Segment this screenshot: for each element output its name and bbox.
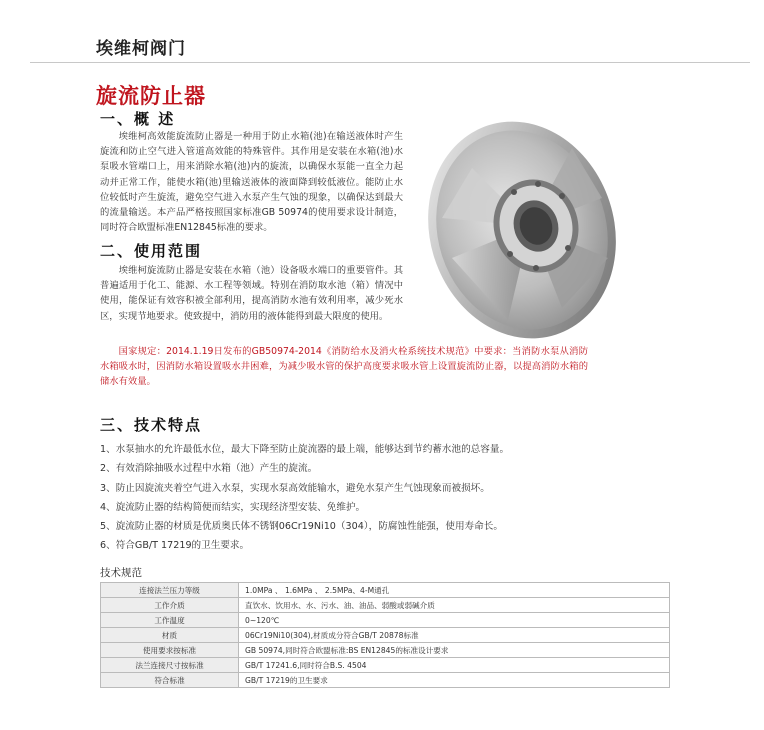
spec-key: 材质 — [101, 628, 239, 643]
regulation-text: 国家规定：2014.1.19日发布的GB50974-2014《消防给水及消火栓系统技术规范》中要求：当消防水泵从消防水箱吸水时，因消防水箱设置吸水井困难，为减少吸水管的保护高度要求吸水管上设置旋流防止器，以提高消防水箱的储水有效量。 — [100, 346, 588, 388]
feature-item: 2、有效消除抽吸水过程中水箱（池）产生的旋流。 — [100, 463, 318, 475]
spec-table — [100, 582, 670, 688]
table-row — [101, 673, 670, 688]
feature-item: 1、水泵抽水的允许最低水位，最大下降至防止旋流器的最上端，能够达到节约蓄水池的总容量。 — [100, 444, 510, 455]
table-row — [101, 598, 670, 613]
spec-key: 工作温度 — [101, 613, 239, 628]
table-row — [101, 583, 670, 598]
feature-item: 4、旋流防止器的结构简便而结实，实现经济型安装、免维护。 — [100, 501, 366, 513]
features-heading: 三、技术特点 — [100, 416, 203, 434]
feature-item: 3、防止因旋流夹着空气进入水泵，实现水泵高效能输水，避免水泵产生气蚀现象而被损坏。 — [100, 482, 490, 494]
spec-key: 符合标准 — [101, 673, 239, 688]
usage-text: 埃维柯旋流防止器是安装在水箱（池）设备吸水端口的重要管件。其普遍适用于化工、能源、水工程等领域。特别在消防取水池（箱）情况中使用，能保证有效容积被全部利用，提高消防水池有效利用率，减少死水区，实现节地要求。使致提中，消防用的液体能得到最大限度的使用。 — [100, 265, 403, 322]
table-row — [101, 613, 670, 628]
table-row — [101, 628, 670, 643]
spec-value: GB/T 17241.6,同时符合B.S. 4504 — [239, 658, 670, 673]
spec-value: GB/T 17219的卫生要求 — [239, 673, 670, 688]
spec-key: 工作介质 — [101, 598, 239, 613]
product-title: 旋流防止器 — [96, 84, 206, 108]
spec-key: 法兰连接尺寸按标准 — [101, 658, 239, 673]
feature-item: 5、旋流防止器的材质是优质奥氏体不锈钢06Cr19Ni10（304），防腐蚀性能强，使用寿命长。 — [100, 521, 503, 533]
table-row — [101, 643, 670, 658]
spec-key: 连接法兰压力等级 — [101, 583, 239, 598]
spec-value: GB 50974,同时符合欧盟标准:BS EN12845的标准设计要求 — [239, 643, 670, 658]
overview-heading: 一、概 述 — [100, 110, 176, 128]
features-list — [100, 440, 509, 556]
spec-value: 0~120℃ — [239, 613, 670, 628]
spec-value: 06Cr19Ni10(304),材质成分符合GB/T 20878标准 — [239, 628, 670, 643]
table-row — [101, 658, 670, 673]
spec-value: 1.0MPa 、 1.6MPa 、 2.5MPa、4-M通孔 — [239, 583, 670, 598]
spec-title: 技术规范 — [100, 567, 142, 579]
brand-name: 埃维柯阀门 — [96, 39, 186, 59]
feature-item: 6、符合GB/T 17219的卫生要求。 — [100, 540, 250, 552]
vortex-breaker-product-photo — [412, 108, 617, 343]
overview-text: 埃维柯高效能旋流防止器是一种用于防止水箱(池)在输送液体时产生旋流和防止空气进入管道高效能的特殊管件。其作用是安装在水箱(池)水泵吸水管端口上，用来消除水箱(池)内的旋流，以确保水泵能一直全力起动并正常工作，能使水箱(池)里输送液体的液面降到较低液位。能防止水位较低时产生旋流，避免空气进入水泵产生气蚀的现象，以确保达到最大的流量输送。本产品严格按照国家标准GB 50974的使用要求设计制造，同时符合欧盟标准EN12845标准的要求。 — [100, 131, 403, 234]
spec-key: 使用要求按标准 — [101, 643, 239, 658]
header-divider — [30, 62, 750, 63]
usage-heading: 二、使用范围 — [100, 242, 203, 260]
spec-value: 直饮水、饮用水、水、污水、油、油品、弱酸或弱碱介质 — [239, 598, 670, 613]
